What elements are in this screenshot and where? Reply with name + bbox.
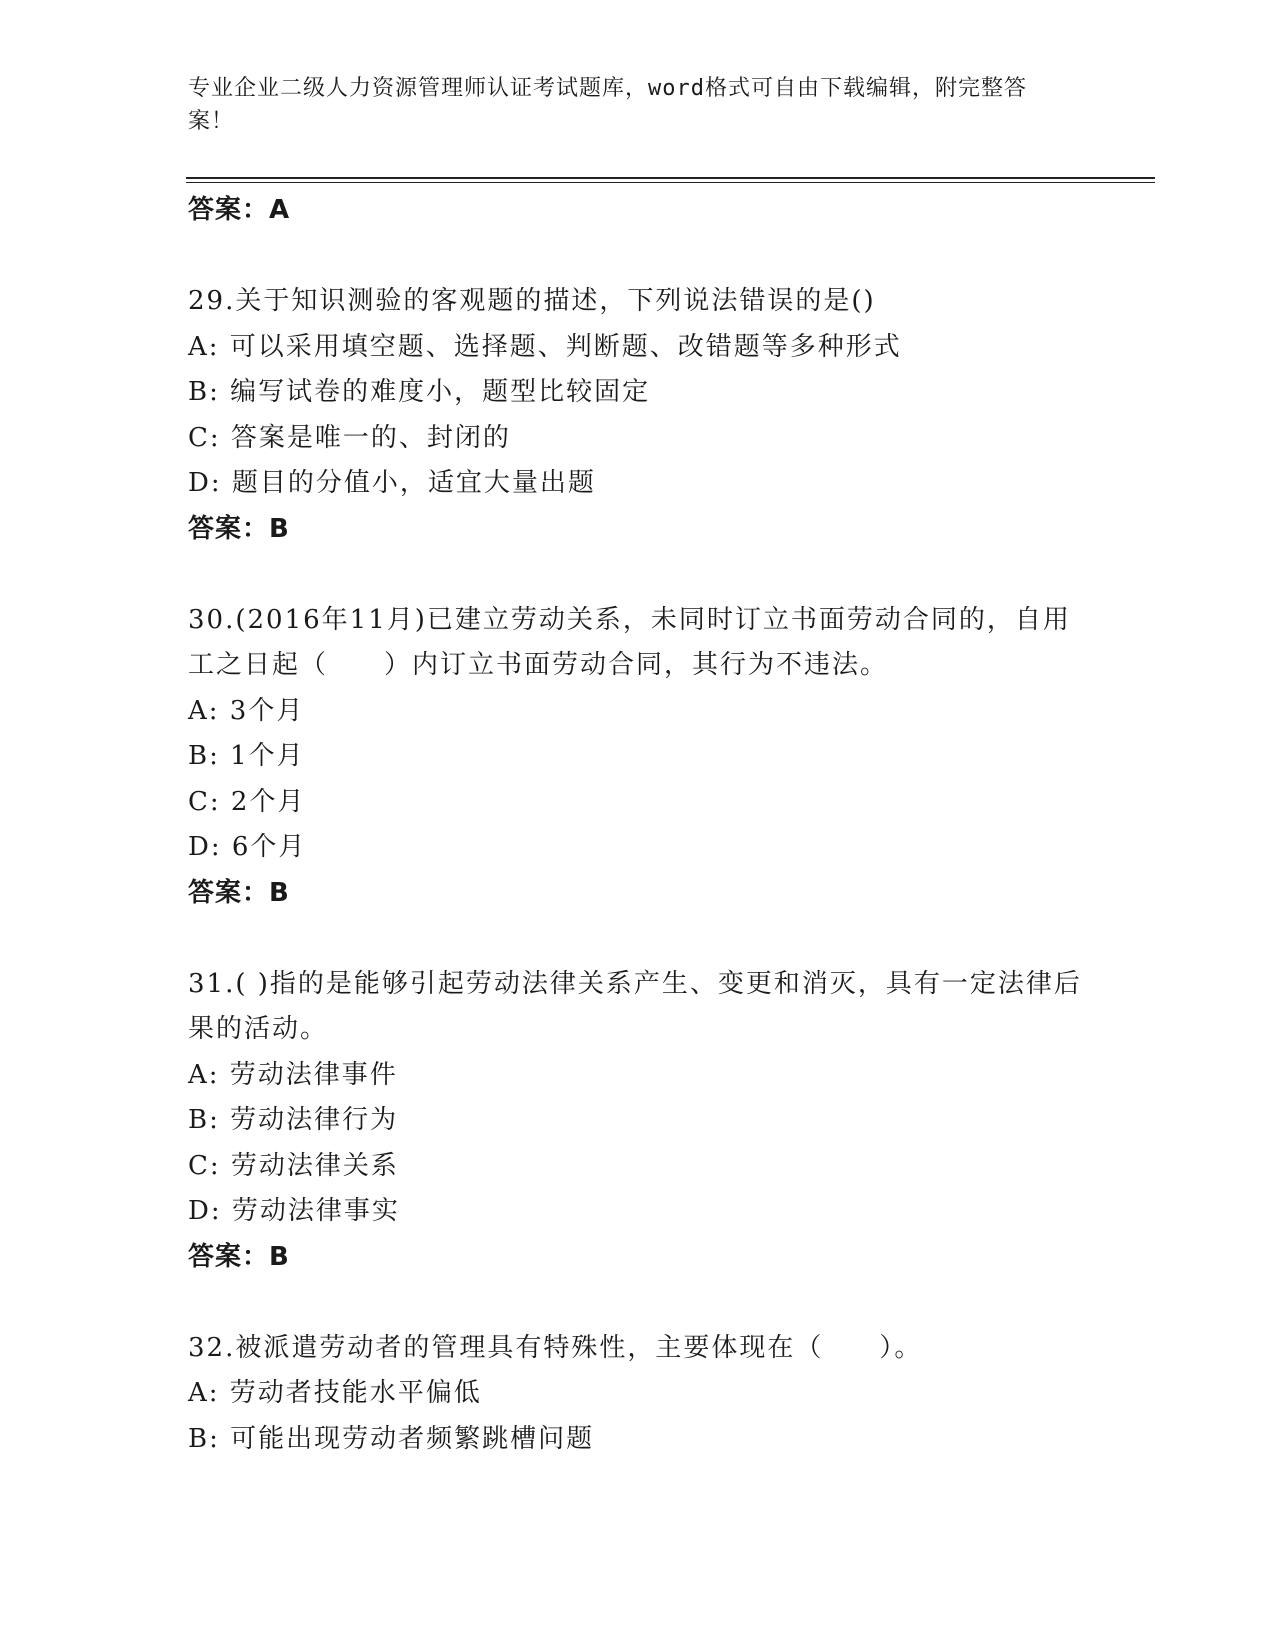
answer: 答案：B — [188, 1241, 290, 1272]
header-rule — [186, 177, 1155, 179]
header-rule-thin — [186, 182, 1155, 183]
option-c: C: 劳动法律关系 — [188, 1150, 399, 1181]
option-b: B: 编写试卷的难度小，题型比较固定 — [188, 377, 651, 407]
option-c: C: 答案是唯一的、封闭的 — [188, 422, 511, 453]
answer-28: 答案：A — [188, 195, 291, 225]
question-stem: 32.被派遣劳动者的管理具有特殊性，主要体现在（ ）。 — [188, 1332, 923, 1363]
question-32 — [188, 1326, 1088, 1463]
answer: 答案：B — [188, 513, 290, 544]
spacer — [188, 1280, 1088, 1326]
question-stem: 29.关于知识测验的客观题的描述，下列说法错误的是() — [188, 286, 876, 316]
question-29 — [188, 279, 1088, 552]
option-b: B: 1个月 — [188, 741, 305, 771]
answer: 答案：B — [188, 877, 290, 908]
option-a: A: 劳动者技能水平偏低 — [188, 1378, 482, 1408]
option-d: D: 题目的分值小，适宜大量出题 — [188, 468, 596, 498]
option-a: A: 3个月 — [188, 695, 305, 726]
question-stem: 30.(2016年11月)已建立劳动关系，未同时订立书面劳动合同的，自用工之日起（ ）内订立书面劳动合同，其行为不违法。 — [188, 604, 1071, 680]
spacer — [188, 234, 1088, 280]
option-a: A: 可以采用填空题、选择题、判断题、改错题等多种形式 — [188, 331, 902, 362]
option-d: D: 劳动法律事实 — [188, 1196, 400, 1226]
question-stem: 31.( )指的是能够引起劳动法律关系产生、变更和消灭，具有一定法律后果的活动。 — [188, 968, 1082, 1044]
option-c: C: 2个月 — [188, 786, 306, 817]
option-a: A: 劳动法律事件 — [188, 1059, 398, 1090]
question-31 — [188, 962, 1088, 1281]
option-b: B: 可能出现劳动者频繁跳槽问题 — [188, 1423, 595, 1454]
question-list — [188, 188, 1088, 1462]
header-text: 专业企业二级人力资源管理师认证考试题库，word格式可自由下载编辑，附完整答案！ — [188, 76, 1027, 134]
option-d: D: 6个月 — [188, 832, 307, 862]
spacer — [188, 916, 1088, 962]
option-b: B: 劳动法律行为 — [188, 1105, 399, 1135]
document-header — [188, 72, 1068, 138]
spacer — [188, 552, 1088, 598]
question-30 — [188, 598, 1088, 917]
